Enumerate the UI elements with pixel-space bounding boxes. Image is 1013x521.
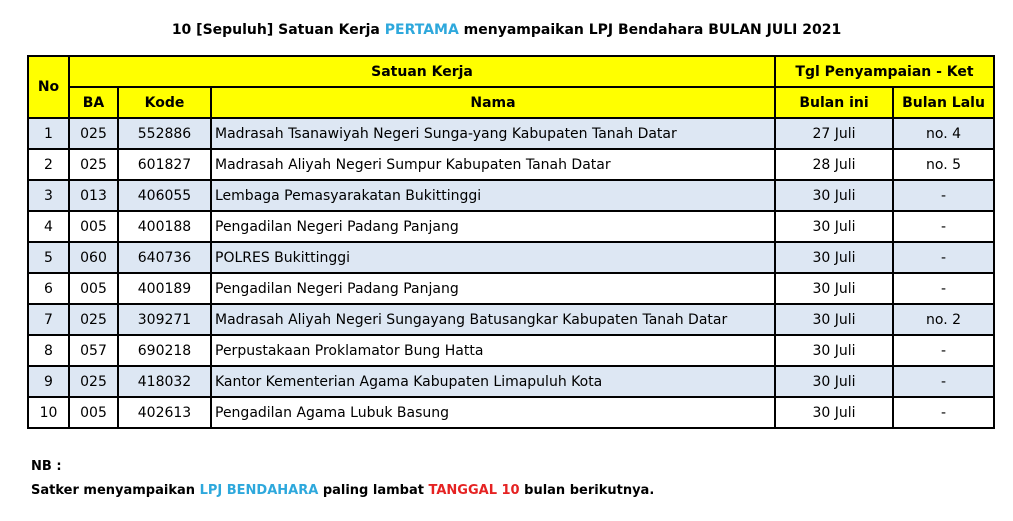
header-kode: Kode	[118, 87, 211, 118]
cell-no: 8	[28, 335, 69, 366]
cell-nama: Perpustakaan Proklamator Bung Hatta	[211, 335, 775, 366]
cell-bulan-ini: 30 Juli	[775, 304, 893, 335]
table-row	[28, 118, 994, 149]
title-part-2: menyampaikan LPJ Bendahara BULAN JULI 2021	[463, 22, 842, 38]
cell-bulan-lalu: no. 4	[893, 118, 994, 149]
cell-no: 3	[28, 180, 69, 211]
cell-bulan-ini: 30 Juli	[775, 211, 893, 242]
cell-bulan-ini: 27 Juli	[775, 118, 893, 149]
note-deadline: TANGGAL 10	[428, 483, 520, 498]
title-part-1: 10 [Sepuluh] Satuan Kerja	[171, 22, 380, 38]
cell-bulan-lalu: no. 5	[893, 149, 994, 180]
table-header	[28, 56, 994, 118]
cell-kode: 309271	[118, 304, 211, 335]
cell-bulan-lalu: -	[893, 397, 994, 428]
table-row	[28, 397, 994, 428]
cell-bulan-ini: 30 Juli	[775, 335, 893, 366]
note-accent: LPJ BENDAHARA	[199, 483, 319, 498]
cell-nama: POLRES Bukittinggi	[211, 242, 775, 273]
cell-ba: 025	[69, 149, 118, 180]
cell-nama: Kantor Kementerian Agama Kabupaten Limapuluh Kota	[211, 366, 775, 397]
cell-ba: 060	[69, 242, 118, 273]
cell-ba: 025	[69, 366, 118, 397]
cell-no: 2	[28, 149, 69, 180]
table-row	[28, 366, 994, 397]
table-row	[28, 335, 994, 366]
table-row	[28, 304, 994, 335]
title-accent: PERTAMA	[384, 22, 459, 38]
cell-no: 4	[28, 211, 69, 242]
header-no: No	[28, 56, 69, 118]
header-satuan-kerja: Satuan Kerja	[69, 56, 775, 87]
cell-bulan-ini: 30 Juli	[775, 242, 893, 273]
header-bulan-ini: Bulan ini	[775, 87, 893, 118]
cell-bulan-ini: 30 Juli	[775, 180, 893, 211]
cell-bulan-ini: 28 Juli	[775, 149, 893, 180]
cell-ba: 025	[69, 304, 118, 335]
cell-bulan-lalu: -	[893, 180, 994, 211]
cell-nama: Pengadilan Negeri Padang Panjang	[211, 273, 775, 304]
cell-nama: Lembaga Pemasyarakatan Bukittinggi	[211, 180, 775, 211]
note-part-3: bulan berikutnya.	[524, 483, 655, 498]
cell-bulan-lalu: -	[893, 273, 994, 304]
cell-kode: 402613	[118, 397, 211, 428]
cell-kode: 601827	[118, 149, 211, 180]
cell-no: 7	[28, 304, 69, 335]
note-part-2: paling lambat	[322, 483, 424, 498]
cell-bulan-lalu: no. 2	[893, 304, 994, 335]
cell-bulan-lalu: -	[893, 242, 994, 273]
header-ba: BA	[69, 87, 118, 118]
cell-kode: 400189	[118, 273, 211, 304]
cell-ba: 013	[69, 180, 118, 211]
cell-nama: Madrasah Aliyah Negeri Sumpur Kabupaten Tanah Datar	[211, 149, 775, 180]
cell-nama: Madrasah Tsanawiyah Negeri Sunga-yang Kabupaten Tanah Datar	[211, 118, 775, 149]
note-part-1: Satker menyampaikan	[31, 483, 196, 498]
header-bulan-lalu: Bulan Lalu	[893, 87, 994, 118]
table-row	[28, 242, 994, 273]
cell-ba: 025	[69, 118, 118, 149]
table-row	[28, 180, 994, 211]
cell-kode: 400188	[118, 211, 211, 242]
cell-bulan-ini: 30 Juli	[775, 273, 893, 304]
cell-no: 10	[28, 397, 69, 428]
cell-ba: 057	[69, 335, 118, 366]
table-row	[28, 273, 994, 304]
cell-no: 1	[28, 118, 69, 149]
page-title	[0, 22, 1013, 38]
cell-bulan-lalu: -	[893, 366, 994, 397]
cell-bulan-ini: 30 Juli	[775, 366, 893, 397]
cell-bulan-lalu: -	[893, 335, 994, 366]
cell-kode: 690218	[118, 335, 211, 366]
cell-ba: 005	[69, 211, 118, 242]
cell-kode: 552886	[118, 118, 211, 149]
cell-nama: Madrasah Aliyah Negeri Sungayang Batusangkar Kabupaten Tanah Datar	[211, 304, 775, 335]
cell-bulan-lalu: -	[893, 211, 994, 242]
cell-kode: 418032	[118, 366, 211, 397]
table-row	[28, 211, 994, 242]
header-tgl-penyampaian: Tgl Penyampaian - Ket	[775, 56, 994, 87]
cell-ba: 005	[69, 397, 118, 428]
table-row	[28, 149, 994, 180]
cell-ba: 005	[69, 273, 118, 304]
cell-kode: 640736	[118, 242, 211, 273]
cell-no: 5	[28, 242, 69, 273]
cell-nama: Pengadilan Agama Lubuk Basung	[211, 397, 775, 428]
footer-note	[31, 483, 654, 498]
cell-bulan-ini: 30 Juli	[775, 397, 893, 428]
report-table	[27, 55, 995, 429]
cell-no: 9	[28, 366, 69, 397]
table-body	[28, 118, 994, 428]
nb-label: NB :	[31, 459, 62, 474]
cell-kode: 406055	[118, 180, 211, 211]
cell-nama: Pengadilan Negeri Padang Panjang	[211, 211, 775, 242]
cell-no: 6	[28, 273, 69, 304]
header-nama: Nama	[211, 87, 775, 118]
